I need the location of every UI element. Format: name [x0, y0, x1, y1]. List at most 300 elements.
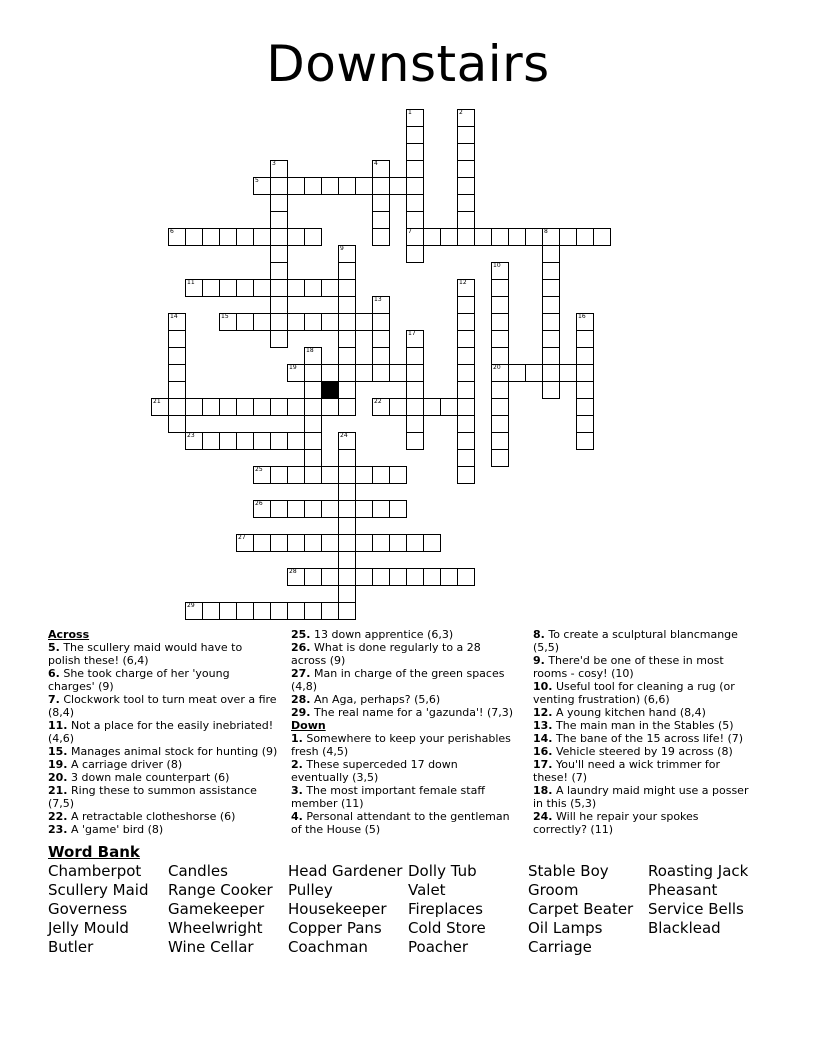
grid-cell[interactable]: [372, 177, 390, 195]
grid-cell[interactable]: [406, 398, 424, 416]
grid-cell[interactable]: [372, 568, 390, 586]
grid-cell[interactable]: [338, 279, 356, 297]
grid-cell[interactable]: [491, 228, 509, 246]
clue-number: 13: [374, 296, 382, 303]
grid-cell[interactable]: [219, 432, 237, 450]
clue-number: 12: [459, 279, 467, 286]
grid-cell[interactable]: [338, 466, 356, 484]
grid-cell[interactable]: [355, 568, 373, 586]
clue-text: Ring these to summon assistance (7,5): [48, 784, 257, 810]
grid-cell[interactable]: [219, 228, 237, 246]
grid-cell[interactable]: [219, 602, 237, 620]
grid-cell[interactable]: [457, 109, 475, 127]
grid-cell[interactable]: [423, 568, 441, 586]
clue-number-label: 26.: [291, 641, 311, 654]
grid-cell[interactable]: [372, 500, 390, 518]
grid-cell[interactable]: [270, 330, 288, 348]
grid-cell[interactable]: [270, 228, 288, 246]
grid-cell[interactable]: [270, 296, 288, 314]
grid-cell[interactable]: [491, 398, 509, 416]
clue-number-label: 20.: [48, 771, 68, 784]
grid-cell[interactable]: [236, 602, 254, 620]
grid-cell[interactable]: [287, 500, 305, 518]
grid-cell[interactable]: [287, 364, 305, 382]
word-bank-item: Service Bells: [648, 900, 744, 918]
grid-cell[interactable]: [457, 415, 475, 433]
grid-cell[interactable]: [253, 534, 271, 552]
grid-cell[interactable]: [304, 534, 322, 552]
grid-cell[interactable]: [406, 160, 424, 178]
grid-cell[interactable]: [423, 534, 441, 552]
grid-cell[interactable]: [355, 466, 373, 484]
grid-cell[interactable]: [406, 228, 424, 246]
grid-cell[interactable]: [304, 313, 322, 331]
grid-cell[interactable]: [202, 279, 220, 297]
clue-number: 1: [408, 109, 412, 116]
grid-cell[interactable]: [202, 432, 220, 450]
word-bank-item: Valet: [408, 881, 446, 899]
grid-cell[interactable]: [406, 211, 424, 229]
grid-cell[interactable]: [457, 126, 475, 144]
grid-cell[interactable]: [423, 228, 441, 246]
grid-cell[interactable]: [542, 330, 560, 348]
grid-cell[interactable]: [270, 500, 288, 518]
grid-cell[interactable]: [372, 330, 390, 348]
grid-cell[interactable]: [168, 364, 186, 382]
grid-cell[interactable]: [287, 177, 305, 195]
grid-cell[interactable]: [457, 228, 475, 246]
clue-number-label: 8.: [533, 628, 545, 641]
grid-cell[interactable]: [491, 330, 509, 348]
grid-cell[interactable]: [372, 466, 390, 484]
grid-cell[interactable]: [304, 228, 322, 246]
grid-cell[interactable]: [321, 534, 339, 552]
grid-cell[interactable]: [304, 415, 322, 433]
grid-cell[interactable]: [270, 262, 288, 280]
grid-cell[interactable]: [304, 568, 322, 586]
grid-cell[interactable]: [321, 466, 339, 484]
grid-cell[interactable]: [389, 177, 407, 195]
clue-number-label: 21.: [48, 784, 68, 797]
grid-cell[interactable]: [542, 313, 560, 331]
grid-cell[interactable]: [542, 347, 560, 365]
clue-text: An Aga, perhaps? (5,6): [310, 693, 441, 706]
grid-cell[interactable]: [287, 602, 305, 620]
grid-cell[interactable]: [525, 364, 543, 382]
grid-cell[interactable]: [338, 313, 356, 331]
clue-number-label: 16.: [533, 745, 553, 758]
grid-cell[interactable]: [457, 313, 475, 331]
grid-cell[interactable]: [253, 228, 271, 246]
grid-cell[interactable]: [202, 602, 220, 620]
grid-cell[interactable]: [338, 364, 356, 382]
clue-item: [291, 628, 516, 641]
clue-number-label: 9.: [533, 654, 545, 667]
grid-cell[interactable]: [270, 432, 288, 450]
grid-cell[interactable]: [457, 364, 475, 382]
grid-cell[interactable]: [576, 313, 594, 331]
clue-column-1: [48, 628, 278, 836]
grid-cell[interactable]: [287, 466, 305, 484]
grid-cell[interactable]: [440, 228, 458, 246]
grid-cell[interactable]: [236, 228, 254, 246]
grid-cell[interactable]: [355, 313, 373, 331]
grid-cell[interactable]: [406, 534, 424, 552]
grid-cell[interactable]: [253, 602, 271, 620]
grid-cell[interactable]: [457, 177, 475, 195]
grid-cell[interactable]: [372, 296, 390, 314]
grid-cell[interactable]: [389, 398, 407, 416]
word-bank-item: Blacklead: [648, 919, 721, 937]
grid-cell[interactable]: [355, 534, 373, 552]
clue-number: 26: [255, 500, 263, 507]
clue-number: 22: [374, 398, 382, 405]
grid-cell[interactable]: [168, 381, 186, 399]
grid-cell[interactable]: [185, 279, 203, 297]
clue-item: [533, 680, 755, 706]
clue-number: 18: [306, 347, 314, 354]
grid-cell[interactable]: [321, 500, 339, 518]
grid-cell[interactable]: [253, 466, 271, 484]
grid-cell[interactable]: [168, 313, 186, 331]
grid-cell[interactable]: [338, 398, 356, 416]
grid-cell[interactable]: [270, 534, 288, 552]
grid-cell[interactable]: [457, 449, 475, 467]
grid-cell[interactable]: [372, 228, 390, 246]
grid-cell[interactable]: [576, 228, 594, 246]
grid-cell[interactable]: [338, 483, 356, 501]
clue-item: [48, 667, 278, 693]
grid-cell[interactable]: [576, 330, 594, 348]
grid-cell[interactable]: [270, 177, 288, 195]
grid-cell[interactable]: [321, 177, 339, 195]
grid-cell[interactable]: [457, 211, 475, 229]
clue-number: 10: [493, 262, 501, 269]
grid-cell[interactable]: [185, 432, 203, 450]
word-bank-item: Roasting Jack: [648, 862, 749, 880]
word-bank: [48, 862, 778, 957]
grid-cell[interactable]: [287, 313, 305, 331]
grid-cell[interactable]: [389, 466, 407, 484]
grid-cell[interactable]: [168, 398, 186, 416]
grid-cell[interactable]: [593, 228, 611, 246]
grid-cell[interactable]: [304, 500, 322, 518]
grid-cell[interactable]: [338, 568, 356, 586]
grid-cell[interactable]: [270, 602, 288, 620]
clue-number: 29: [187, 602, 195, 609]
grid-cell[interactable]: [457, 432, 475, 450]
grid-cell[interactable]: [457, 279, 475, 297]
grid-cell[interactable]: [457, 466, 475, 484]
grid-cell[interactable]: [219, 398, 237, 416]
grid-cell[interactable]: [389, 534, 407, 552]
word-bank-item: Butler: [48, 938, 94, 956]
grid-cell[interactable]: [253, 398, 271, 416]
grid-cell[interactable]: [440, 568, 458, 586]
grid-cell[interactable]: [304, 432, 322, 450]
grid-cell[interactable]: [559, 228, 577, 246]
grid-cell[interactable]: [389, 568, 407, 586]
clue-number: 2: [459, 109, 463, 116]
grid-cell[interactable]: [321, 364, 339, 382]
grid-cell[interactable]: [491, 415, 509, 433]
grid-cell[interactable]: [457, 347, 475, 365]
grid-cell[interactable]: [491, 313, 509, 331]
grid-cell[interactable]: [270, 194, 288, 212]
grid-cell[interactable]: [338, 262, 356, 280]
grid-cell[interactable]: [525, 228, 543, 246]
grid-cell[interactable]: [338, 551, 356, 569]
grid-cell[interactable]: [372, 194, 390, 212]
grid-cell[interactable]: [559, 364, 577, 382]
grid-cell[interactable]: [406, 364, 424, 382]
grid-cell[interactable]: [576, 381, 594, 399]
grid-cell[interactable]: [287, 432, 305, 450]
grid-cell[interactable]: [457, 194, 475, 212]
grid-cell[interactable]: [338, 347, 356, 365]
grid-cell[interactable]: [185, 602, 203, 620]
grid-cell[interactable]: [236, 398, 254, 416]
grid-cell[interactable]: [304, 177, 322, 195]
clue-number: 24: [340, 432, 348, 439]
black-square: [322, 382, 339, 399]
grid-cell[interactable]: [253, 177, 271, 195]
grid-cell[interactable]: [270, 398, 288, 416]
word-bank-item: Cold Store: [408, 919, 486, 937]
grid-cell[interactable]: [372, 211, 390, 229]
grid-cell[interactable]: [287, 279, 305, 297]
grid-cell[interactable]: [406, 432, 424, 450]
clue-number-label: 6.: [48, 667, 60, 680]
grid-cell[interactable]: [372, 347, 390, 365]
clue-text: The bane of the 15 across life! (7): [552, 732, 744, 745]
grid-cell[interactable]: [321, 568, 339, 586]
grid-cell[interactable]: [304, 347, 322, 365]
grid-cell[interactable]: [270, 160, 288, 178]
grid-cell[interactable]: [576, 398, 594, 416]
grid-cell[interactable]: [406, 381, 424, 399]
grid-cell[interactable]: [576, 415, 594, 433]
clue-number: 3: [272, 160, 276, 167]
grid-cell[interactable]: [168, 415, 186, 433]
clue-item: [291, 667, 516, 693]
grid-cell[interactable]: [253, 313, 271, 331]
grid-cell[interactable]: [355, 364, 373, 382]
grid-cell[interactable]: [304, 602, 322, 620]
clue-number-label: 3.: [291, 784, 303, 797]
grid-cell[interactable]: [304, 381, 322, 399]
grid-cell[interactable]: [457, 143, 475, 161]
grid-cell[interactable]: [168, 228, 186, 246]
grid-cell[interactable]: [406, 568, 424, 586]
grid-cell[interactable]: [406, 177, 424, 195]
clue-text: A 'game' bird (8): [67, 823, 164, 836]
grid-cell[interactable]: [236, 279, 254, 297]
grid-cell[interactable]: [338, 432, 356, 450]
grid-cell[interactable]: [236, 432, 254, 450]
grid-cell[interactable]: [440, 398, 458, 416]
grid-cell[interactable]: [219, 313, 237, 331]
grid-cell[interactable]: [491, 296, 509, 314]
grid-cell[interactable]: [270, 313, 288, 331]
grid-cell[interactable]: [491, 432, 509, 450]
grid-cell[interactable]: [168, 347, 186, 365]
grid-cell[interactable]: [287, 398, 305, 416]
word-bank-item: Wheelwright: [168, 919, 263, 937]
grid-cell[interactable]: [457, 398, 475, 416]
clue-text: These superceded 17 down eventually (3,5): [291, 758, 458, 784]
grid-cell[interactable]: [491, 262, 509, 280]
grid-cell[interactable]: [372, 398, 390, 416]
grid-cell[interactable]: [576, 364, 594, 382]
clue-item: [291, 758, 516, 784]
grid-cell[interactable]: [304, 279, 322, 297]
word-bank-item: Dolly Tub: [408, 862, 477, 880]
clue-number-label: 12.: [533, 706, 553, 719]
grid-cell[interactable]: [338, 177, 356, 195]
grid-cell[interactable]: [491, 449, 509, 467]
clue-item: [291, 706, 516, 719]
word-bank-item: Copper Pans: [288, 919, 382, 937]
grid-cell[interactable]: [338, 330, 356, 348]
grid-cell[interactable]: [304, 466, 322, 484]
grid-cell[interactable]: [508, 364, 526, 382]
grid-cell[interactable]: [321, 313, 339, 331]
grid-cell[interactable]: [321, 602, 339, 620]
grid-cell[interactable]: [287, 568, 305, 586]
grid-cell[interactable]: [338, 602, 356, 620]
grid-cell[interactable]: [372, 364, 390, 382]
grid-cell[interactable]: [406, 347, 424, 365]
grid-cell[interactable]: [457, 160, 475, 178]
grid-cell[interactable]: [338, 449, 356, 467]
clue-text: Somewhere to keep your perishables fresh (4,5): [291, 732, 511, 758]
clue-text: 13 down apprentice (6,3): [310, 628, 454, 641]
grid-cell[interactable]: [542, 262, 560, 280]
grid-cell[interactable]: [287, 228, 305, 246]
clue-number-label: 29.: [291, 706, 311, 719]
clue-number-label: 2.: [291, 758, 303, 771]
grid-cell[interactable]: [304, 364, 322, 382]
grid-cell[interactable]: [270, 279, 288, 297]
grid-cell[interactable]: [270, 245, 288, 263]
clue-text: Will he repair your spokes correctly? (11): [533, 810, 699, 836]
grid-cell[interactable]: [491, 381, 509, 399]
word-bank-item: Pulley: [288, 881, 333, 899]
clue-item: [48, 771, 278, 784]
grid-cell[interactable]: [185, 228, 203, 246]
grid-cell[interactable]: [542, 245, 560, 263]
word-bank-item: Coachman: [288, 938, 368, 956]
grid-cell[interactable]: [151, 398, 169, 416]
clue-item: [533, 732, 755, 745]
grid-cell[interactable]: [457, 296, 475, 314]
grid-cell[interactable]: [406, 330, 424, 348]
grid-cell[interactable]: [338, 500, 356, 518]
grid-cell[interactable]: [406, 126, 424, 144]
grid-cell[interactable]: [236, 534, 254, 552]
grid-cell[interactable]: [270, 211, 288, 229]
clue-number: 20: [493, 364, 501, 371]
grid-cell[interactable]: [321, 279, 339, 297]
clue-text: You'll need a wick trimmer for these! (7): [533, 758, 721, 784]
grid-cell[interactable]: [338, 245, 356, 263]
grid-cell[interactable]: [219, 279, 237, 297]
grid-cell[interactable]: [576, 347, 594, 365]
grid-cell[interactable]: [389, 364, 407, 382]
grid-cell[interactable]: [287, 534, 305, 552]
grid-cell[interactable]: [253, 432, 271, 450]
grid-cell[interactable]: [372, 160, 390, 178]
grid-cell[interactable]: [338, 534, 356, 552]
grid-cell[interactable]: [423, 398, 441, 416]
grid-cell[interactable]: [185, 398, 203, 416]
grid-cell[interactable]: [406, 415, 424, 433]
grid-cell[interactable]: [491, 347, 509, 365]
grid-cell[interactable]: [253, 500, 271, 518]
grid-cell[interactable]: [338, 585, 356, 603]
grid-cell[interactable]: [321, 398, 339, 416]
grid-cell[interactable]: [202, 228, 220, 246]
clue-number: 17: [408, 330, 416, 337]
grid-cell[interactable]: [542, 279, 560, 297]
grid-cell[interactable]: [168, 330, 186, 348]
word-bank-item: Gamekeeper: [168, 900, 265, 918]
grid-cell[interactable]: [406, 109, 424, 127]
grid-cell[interactable]: [406, 245, 424, 263]
grid-cell[interactable]: [372, 534, 390, 552]
grid-cell[interactable]: [542, 364, 560, 382]
grid-cell[interactable]: [406, 143, 424, 161]
grid-cell[interactable]: [202, 398, 220, 416]
grid-cell[interactable]: [304, 398, 322, 416]
clue-number-label: 11.: [48, 719, 68, 732]
grid-cell[interactable]: [457, 568, 475, 586]
grid-cell[interactable]: [542, 296, 560, 314]
grid-cell[interactable]: [508, 228, 526, 246]
grid-cell[interactable]: [253, 279, 271, 297]
word-bank-item: Chamberpot: [48, 862, 142, 880]
grid-cell[interactable]: [491, 364, 509, 382]
grid-cell[interactable]: [304, 449, 322, 467]
grid-cell[interactable]: [338, 296, 356, 314]
grid-cell[interactable]: [474, 228, 492, 246]
clue-text: There'd be one of these in most rooms - cosy! (10): [533, 654, 724, 680]
grid-cell[interactable]: [270, 466, 288, 484]
grid-cell[interactable]: [355, 177, 373, 195]
clue-item: [533, 654, 755, 680]
grid-cell[interactable]: [236, 313, 254, 331]
grid-cell[interactable]: [542, 381, 560, 399]
grid-cell[interactable]: [355, 500, 373, 518]
word-bank-item: Stable Boy: [528, 862, 609, 880]
word-bank-item: Wine Cellar: [168, 938, 254, 956]
grid-cell[interactable]: [406, 194, 424, 212]
grid-cell[interactable]: [372, 313, 390, 331]
grid-cell[interactable]: [338, 381, 356, 399]
grid-cell[interactable]: [576, 432, 594, 450]
clue-item: [48, 745, 278, 758]
grid-cell[interactable]: [389, 500, 407, 518]
clue-text: The scullery maid would have to polish these! (6,4): [48, 641, 243, 667]
grid-cell[interactable]: [457, 381, 475, 399]
grid-cell[interactable]: [542, 228, 560, 246]
clue-text: Man in charge of the green spaces (4,8): [291, 667, 505, 693]
clue-column-3: [533, 628, 755, 836]
grid-cell[interactable]: [491, 279, 509, 297]
grid-cell[interactable]: [338, 517, 356, 535]
grid-cell[interactable]: [457, 330, 475, 348]
